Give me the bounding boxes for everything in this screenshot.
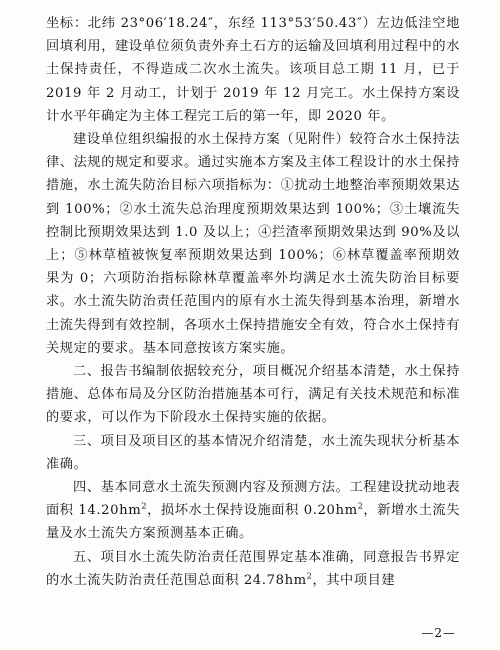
paragraph-erosion-prediction-text-2: ，损坏水土保持设施面积 0.20hm <box>147 503 358 519</box>
superscript-square: 2 <box>141 501 148 511</box>
page-number: —2— <box>421 626 456 640</box>
paragraph-report-basis: 二、报告书编制依据较充分，项目概况介绍基本清楚，水土保持措施、总体布局及分区防治措施基本可行，满足有关技术规范和标准的要求，可以作为下阶段水土保持实施的依据。 <box>46 364 460 426</box>
superscript-square: 2 <box>357 501 364 511</box>
paragraph-responsibility-scope <box>46 546 460 592</box>
superscript-square: 2 <box>306 571 313 581</box>
paragraph-erosion-prediction <box>46 476 460 546</box>
paragraph-erosion-prediction-text-3: ，新增水土流失量及水土流失方案预测基本正确。 <box>46 503 461 542</box>
paragraph-responsibility-scope-text-2: ，其中项目建 <box>312 572 396 588</box>
paragraph-responsibility-scope-text-1: 五、项目水土流失防治责任范围界定基本准确，同意报告书界定的水土流失防治责任范围总面积 24.78hm <box>46 549 460 588</box>
paragraph-plan-assessment: 建设单位组织编报的水土保持方案（见附件）较符合水土保持法律、法规的规定和要求。通过实施本方案及主体工程设计的水土保持措施，水土流失防治目标六项指标为：①扰动土地整治率预期效果达到 100%；②水土流失总治理度预期效果达到 100%；③土壤流失控制比预期效果达到 1.0 及以上；④拦渣率预期效果达到 90%及以上；⑤林草植被恢复率预期效果达到 100%；⑥林草覆盖率预期效果为 0；六项防治指标除林草覆盖率外均满足水土流失防治目标要求。水土流失防治责任范围内的原有水土流失得到基本治理，新增水土流失得到有效控制，各项水土保持措施安全有效，符合水土保持有关规定的要求。基本同意按该方案实施。 <box>46 132 460 356</box>
paragraph-site-coordinates: 坐标：北纬 23°06′18.24″，东经 113°53′50.43″）左边低洼空地回填利用，建设单位须负责外弃土石方的运输及回填利用过程中的水土保持责任，不得造成二次水土流失。该项目总工期 11 月，已于 2019 年 2 月动工，计划于 2019 年 12 月完工。水土保持方案设计水平年确定为主体工程完工后的第一年，即 2020 年。 <box>46 16 460 124</box>
paragraph-erosion-prediction-text-1: 四、基本同意水土流失预测内容及预测方法。工程建设扰动地表面积 14.20hm <box>46 480 460 519</box>
paragraph-project-overview: 三、项目及项目区的基本情况介绍清楚，水土流失现状分析基本准确。 <box>46 433 460 472</box>
